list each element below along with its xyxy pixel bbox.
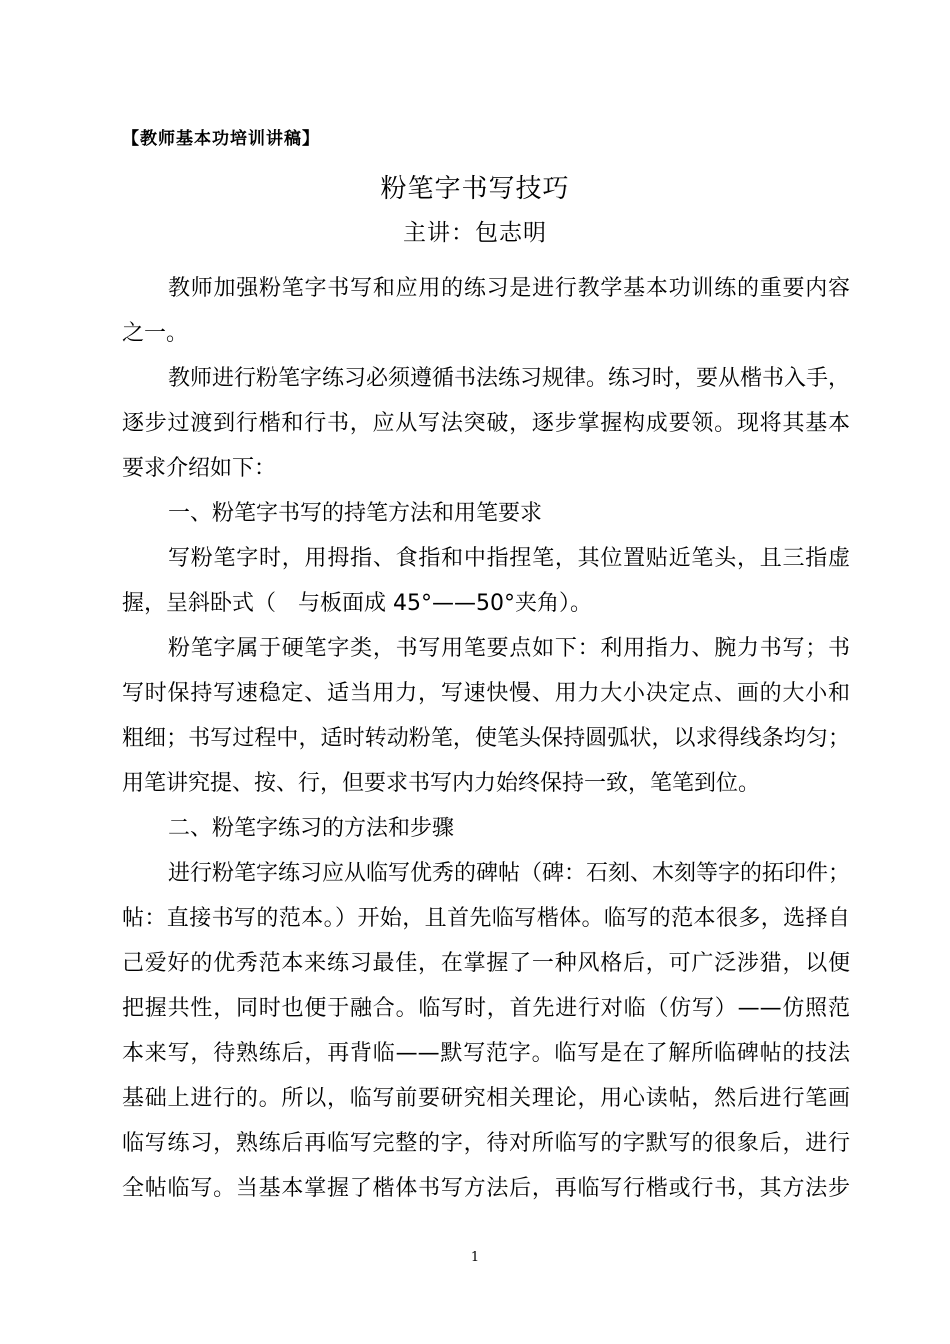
document-author: 主讲：包志明 xyxy=(403,220,547,246)
paragraph-line: 基础上进行的。所以，临写前要研究相关理论，用心读帖，然后进行笔画 xyxy=(122,1086,850,1111)
paragraph-line: 写粉笔字时，用拇指、食指和中指捏笔，其位置贴近笔头，且三指虚 xyxy=(168,546,850,571)
paragraph-line: 粉笔字属于硬笔字类，书写用笔要点如下：利用指力、腕力书写；书 xyxy=(168,636,850,661)
header-tag: 【教师基本功培训讲稿】 xyxy=(122,129,320,149)
paragraph-line: 教师加强粉笔字书写和应用的练习是进行教学基本功训练的重要内容 xyxy=(168,276,850,301)
paragraph-line: 进行粉笔字练习应从临写优秀的碑帖（碑：石刻、木刻等字的拓印件； xyxy=(168,861,851,886)
section-heading: 一、粉笔字书写的持笔方法和用笔要求 xyxy=(168,501,543,526)
page-number: 1 xyxy=(470,1250,480,1265)
paragraph-line: 写时保持写速稳定、适当用力，写速快慢、用力大小决定点、画的大小和 xyxy=(122,681,850,706)
body-text xyxy=(122,266,850,1211)
paragraph-line: 要求介绍如下： xyxy=(122,456,277,481)
paragraph-line: 临写练习，熟练后再临写完整的字，待对所临写的字默写的很象后，进行 xyxy=(122,1131,850,1156)
paragraph-line: 逐步过渡到行楷和行书，应从写法突破，逐步掌握构成要领。现将其基本 xyxy=(122,411,850,436)
paragraph-line: 帖：直接书写的范本。）开始，且首先临写楷体。临写的范本很多，选择自 xyxy=(122,906,850,931)
paragraph-line: 全帖临写。当基本掌握了楷体书写方法后，再临写行楷或行书，其方法步 xyxy=(122,1176,850,1201)
paragraph-line: 握，呈斜卧式（ 与板面成 45°——50°夹角）。 xyxy=(122,591,592,616)
paragraph-line: 教师进行粉笔字练习必须遵循书法练习规律。练习时，要从楷书入手， xyxy=(168,366,851,391)
paragraph-line: 己爱好的优秀范本来练习最佳，在掌握了一种风格后，可广泛涉猎，以便 xyxy=(122,951,850,976)
paragraph-line: 粗细；书写过程中，适时转动粉笔，使笔头保持圆弧状，以求得线条均匀； xyxy=(122,726,850,751)
document-title: 粉笔字书写技巧 xyxy=(380,174,570,204)
paragraph-line: 用笔讲究提、按、行，但要求书写内力始终保持一致，笔笔到位。 xyxy=(122,771,761,796)
paragraph-line: 本来写，待熟练后，再背临——默写范字。临写是在了解所临碑帖的技法 xyxy=(122,1041,850,1066)
paragraph-line: 之一。 xyxy=(122,321,189,346)
paragraph-line: 把握共性，同时也便于融合。临写时，首先进行对临（仿写）——仿照范 xyxy=(122,996,850,1021)
section-heading: 二、粉笔字练习的方法和步骤 xyxy=(168,816,455,841)
